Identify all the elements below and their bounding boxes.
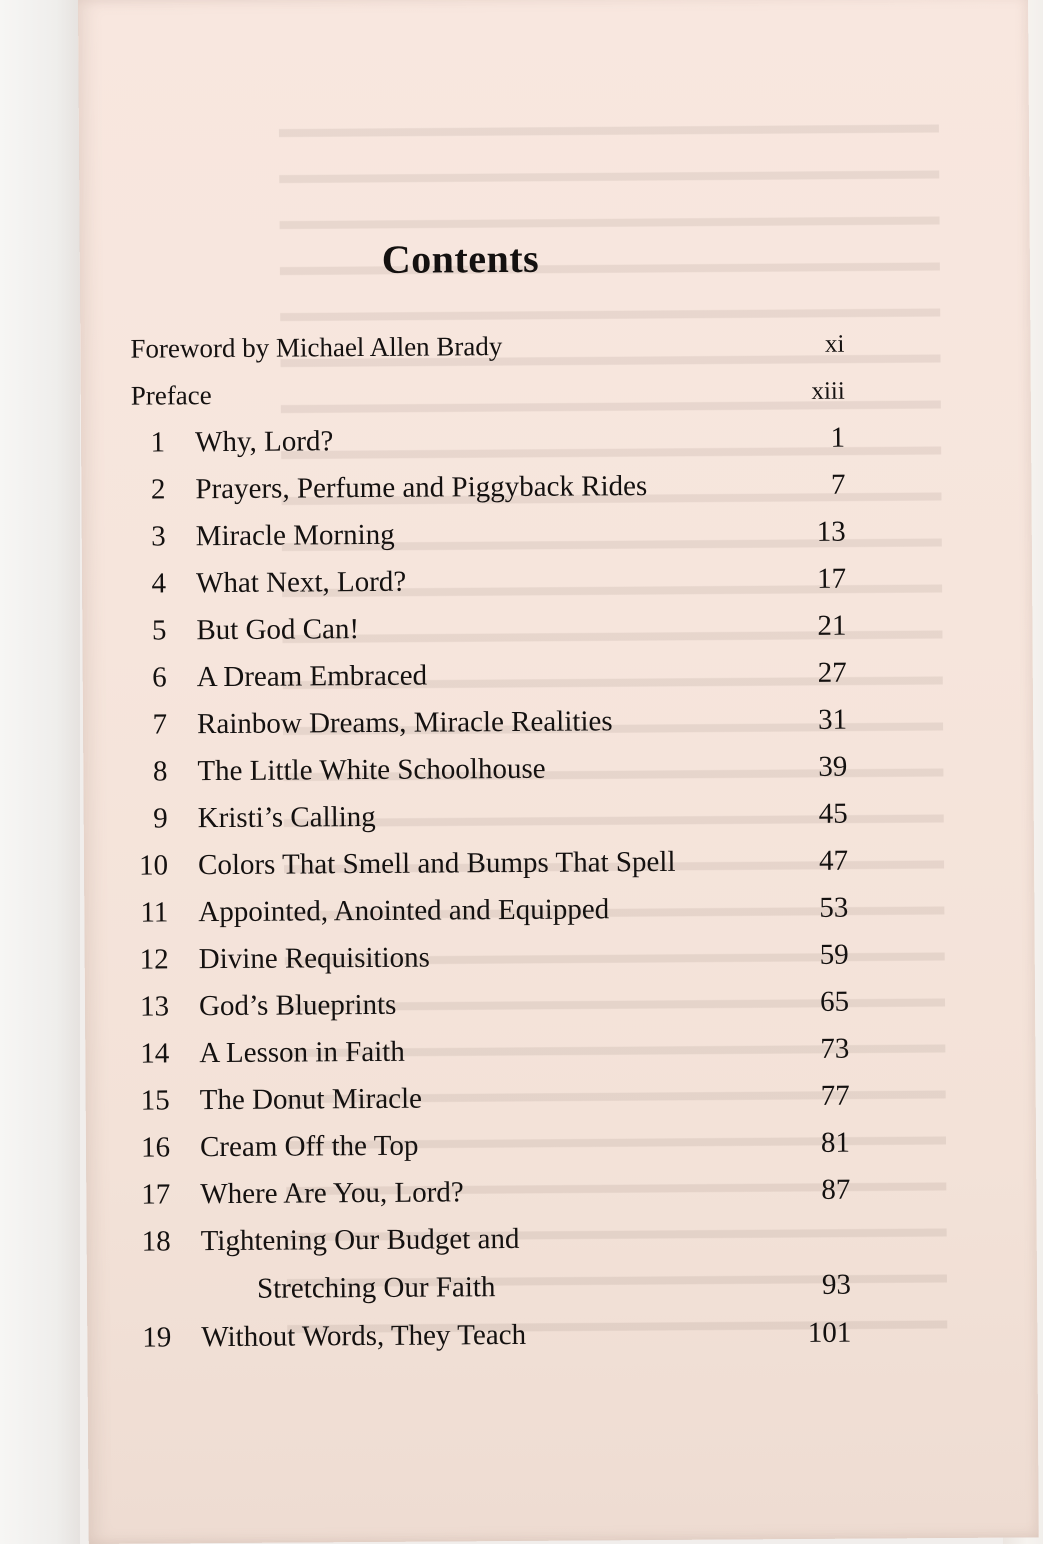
toc-entry-chapter <box>125 462 845 514</box>
chapter-title: A Dream Embraced <box>196 659 428 694</box>
chapter-title: What Next, Lord? <box>195 565 407 600</box>
toc-entry-chapter <box>128 838 848 890</box>
chapter-number: 4 <box>151 567 167 600</box>
chapter-number: 18 <box>141 1225 171 1258</box>
toc-page-number: 45 <box>818 797 848 830</box>
toc-page-number: 13 <box>816 515 846 548</box>
toc-entry-chapter <box>126 603 846 655</box>
toc-page-number: 73 <box>820 1032 850 1065</box>
chapter-title: Without Words, They Teach <box>201 1318 527 1354</box>
chapter-title: Divine Requisitions <box>198 941 431 976</box>
toc-entry-chapter <box>127 697 847 749</box>
chapter-number: 9 <box>153 802 168 835</box>
toc-page-number: 87 <box>821 1173 851 1206</box>
chapter-number: 6 <box>152 661 167 694</box>
chapter-title: God’s Blueprints <box>198 988 397 1023</box>
chapter-number: 5 <box>151 614 167 647</box>
page-content <box>78 0 1039 1544</box>
toc-page-number: 31 <box>817 703 848 736</box>
chapter-number: 14 <box>140 1037 170 1070</box>
toc-page-number: 39 <box>818 750 848 783</box>
toc-page-number: 81 <box>820 1126 851 1159</box>
toc-entry-chapter <box>131 1214 852 1315</box>
toc-label: Preface <box>130 380 212 411</box>
table-of-contents <box>124 321 851 1362</box>
left-background <box>0 0 80 1544</box>
toc-label: Foreword by Michael Allen Brady <box>130 331 503 364</box>
chapter-number: 16 <box>140 1131 171 1164</box>
chapter-number: 8 <box>152 755 168 788</box>
chapter-title: Rainbow Dreams, Miracle Realities <box>196 705 613 741</box>
toc-entry-chapter <box>126 556 846 608</box>
toc-entry-chapter <box>128 885 848 937</box>
chapter-title: Miracle Morning <box>195 518 395 553</box>
chapter-number: 3 <box>151 520 166 553</box>
toc-entry-chapter <box>131 1310 851 1362</box>
toc-entry-chapter <box>130 1073 850 1125</box>
chapter-number: 10 <box>138 849 169 882</box>
chapter-title: Why, Lord? <box>194 425 334 459</box>
chapter-number: 19 <box>142 1321 172 1354</box>
toc-entry-chapter <box>129 1026 849 1078</box>
chapter-title: Tightening Our Budget and <box>200 1222 520 1258</box>
toc-page-number: xiii <box>811 377 845 405</box>
toc-page-number: 59 <box>819 938 849 971</box>
chapter-number: 1 <box>150 426 166 459</box>
toc-page-number: 7 <box>830 468 846 501</box>
toc-entry-chapter <box>129 932 849 984</box>
chapter-title: Colors That Smell and Bumps That Spell <box>197 845 676 882</box>
chapter-title: Cream Off the Top <box>199 1129 419 1164</box>
chapter-title: Where Are You, Lord? <box>200 1176 464 1211</box>
toc-entry-chapter <box>127 650 847 702</box>
toc-entry-chapter <box>130 1120 850 1172</box>
chapter-number: 12 <box>139 943 169 976</box>
toc-entry-chapter <box>129 979 849 1031</box>
toc-page-number: 53 <box>819 891 849 924</box>
chapter-number: 7 <box>152 708 168 741</box>
book-page <box>78 0 1039 1544</box>
chapter-title: But God Can! <box>196 613 360 647</box>
toc-page-number: 47 <box>818 844 849 877</box>
chapter-title-continuation: Stretching Our Faith <box>256 1271 496 1305</box>
toc-page-number: xi <box>824 330 845 358</box>
toc-page-number: 93 <box>821 1268 852 1301</box>
toc-page-number: 21 <box>817 609 847 642</box>
chapter-title: Appointed, Anointed and Equipped <box>198 893 610 929</box>
chapter-title: A Lesson in Faith <box>199 1035 405 1070</box>
toc-entry-chapter <box>127 744 847 796</box>
toc-page-number: 65 <box>819 985 850 1018</box>
toc-entry-chapter <box>125 415 845 467</box>
chapter-title: The Donut Miracle <box>199 1082 423 1117</box>
toc-entry-chapter <box>128 791 848 843</box>
chapter-title: Prayers, Perfume and Piggyback Rides <box>195 470 648 506</box>
chapter-number: 13 <box>139 990 170 1023</box>
contents-heading: Contents <box>381 235 540 282</box>
chapter-title: The Little White Schoolhouse <box>197 752 546 788</box>
toc-entry-chapter <box>126 509 846 561</box>
toc-page-number: 77 <box>820 1079 850 1112</box>
toc-entry-preface <box>125 368 845 420</box>
chapter-title: Kristi’s Calling <box>197 800 376 835</box>
toc-page-number: 101 <box>807 1316 852 1349</box>
chapter-number: 17 <box>141 1178 171 1211</box>
toc-page-number: 17 <box>816 562 847 595</box>
chapter-number: 11 <box>140 896 169 929</box>
chapter-number: 15 <box>140 1084 170 1117</box>
toc-entry-chapter <box>130 1167 850 1219</box>
chapter-number: 2 <box>150 473 166 506</box>
toc-page-number: 27 <box>817 656 847 689</box>
toc-entry-foreword <box>124 321 844 373</box>
toc-page-number: 1 <box>830 421 846 454</box>
